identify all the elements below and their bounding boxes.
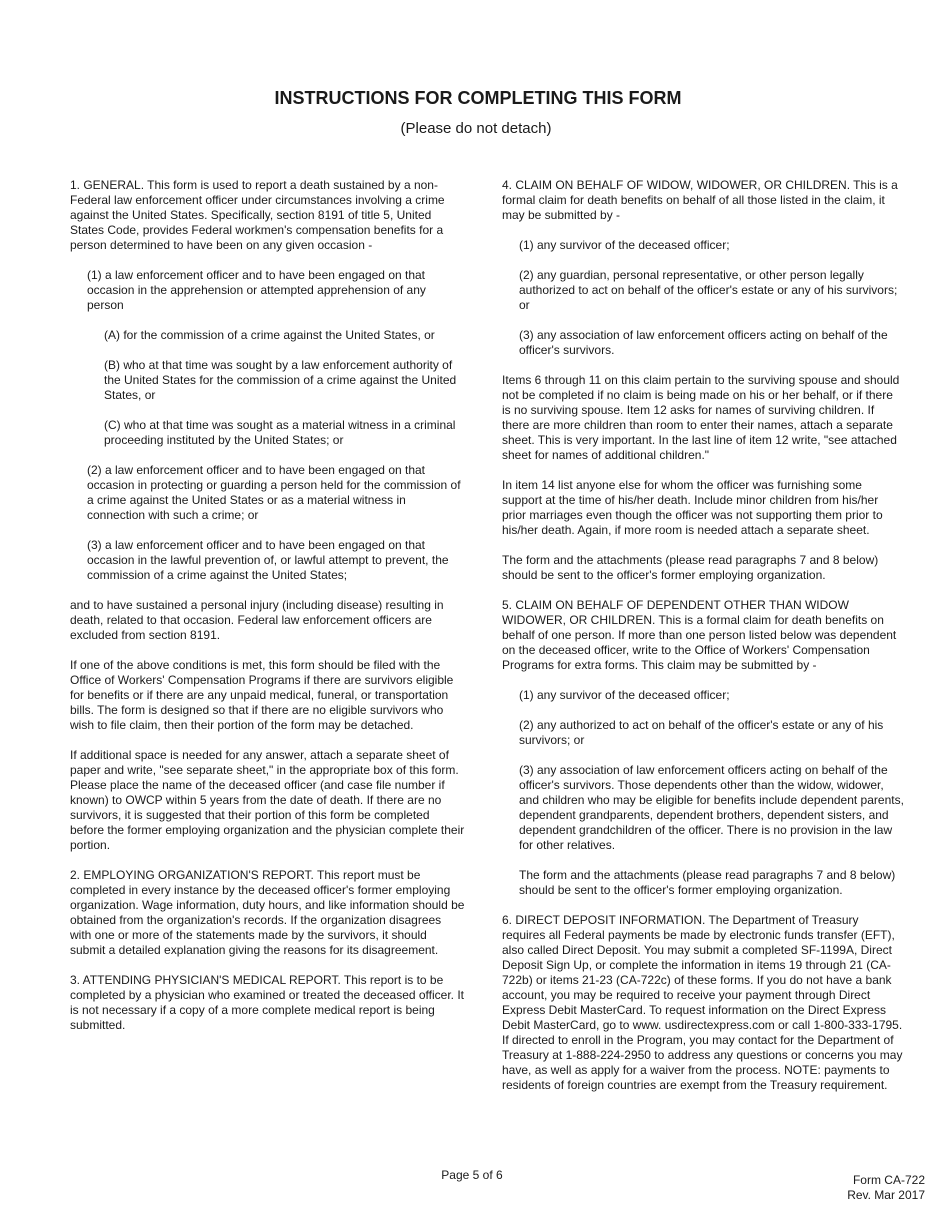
dependent-claimant-1: (1) any survivor of the deceased officer; <box>519 688 730 702</box>
section-claim-widow: 4. CLAIM ON BEHALF OF WIDOW, WIDOWER, OR CHILDREN. This is a formal claim for death benefits on behalf of all those listed in the claim, it may be submitted by - <box>502 178 898 222</box>
item-14-paragraph: In item 14 list anyone else for whom the officer was furnishing some support at the time of his/her death. Include minor children from his/her prior marriages even though the officer was not supporting them prior to his/her death. Again, if more room is needed attach a separate sheet. <box>502 478 883 537</box>
section-employing-organization: 2. EMPLOYING ORGANIZATION'S REPORT. This report must be completed in every instance by the deceased officer's former employing organization. Wage information, duty hours, and like information should be obtained from the organization's records. If the organization disagrees with one or more of the statements made by the survivors, it should submit a detailed explanation giving the reasons for its disagreement. <box>70 868 465 957</box>
condition-1a: (A) for the commission of a crime against the United States, or <box>104 328 435 342</box>
claimant-3: (3) any association of law enforcement officers acting on behalf of the officer's survivors. <box>519 328 888 357</box>
condition-1c: (C) who at that time was sought as a material witness in a criminal proceeding instituted by the United States; or <box>104 418 456 447</box>
section-general: 1. GENERAL. This form is used to report a death sustained by a non-Federal law enforcement officer under circumstances involving a crime against the United States. Specifically, section 8191 of title 5, United States Code, provides Federal workmen's compensation benefits for a person determined to have been on any given occasion - <box>70 178 445 252</box>
additional-space-paragraph: If additional space is needed for any answer, attach a separate sheet of paper and write, "see separate sheet," in the appropriate box of this form. Please place the name of the deceased officer (and case file number if known) to OWCP within 5 years from the date of death. If there are no survivors, it is suggested that their portion of this form be completed before the former employing organization and the physician complete their portion. <box>70 748 465 852</box>
condition-1: (1) a law enforcement officer and to have been engaged on that occasion in the apprehension or attempted apprehension of any person <box>87 268 426 312</box>
page-subtitle: (Please do not detach) <box>400 120 552 137</box>
injury-paragraph: and to have sustained a personal injury (including disease) resulting in death, related to that occasion. Federal law enforcement officers are excluded from section 8191. <box>70 598 444 642</box>
dependent-claimant-2: (2) any authorized to act on behalf of the officer's estate or any of his survivors; or <box>519 718 884 747</box>
form-identifier <box>847 1173 925 1203</box>
claimant-1: (1) any survivor of the deceased officer; <box>519 238 730 252</box>
section-physician-report: 3. ATTENDING PHYSICIAN'S MEDICAL REPORT. This report is to be completed by a physician who examined or treated the deceased officer. It is not necessary if a copy of a more complete medical report is being submitted. <box>70 973 465 1032</box>
condition-1b: (B) who at that time was sought by a law enforcement authority of the United States for the commission of a crime against the United States, or <box>104 358 457 402</box>
condition-3: (3) a law enforcement officer and to have been engaged on that occasion in the lawful prevention of, or lawful attempt to prevent, the commission of a crime against the United States; <box>87 538 449 582</box>
attachments-paragraph-2: The form and the attachments (please read paragraphs 7 and 8 below) should be sent to the officer's former employing organization. <box>519 868 896 897</box>
items-6-11-paragraph: Items 6 through 11 on this claim pertain to the surviving spouse and should not be completed if no claim is being made on his or her behalf, or if there is no surviving spouse. Item 12 asks for names of surviving children. If there are more children than room to enter their names, attach a separate sheet. This is very important. In the last line of item 12 write, "see attached sheet for names of additional children." <box>502 373 900 462</box>
dependent-claimant-3: (3) any association of law enforcement officers acting on behalf of the officer's survivors. Those dependents other than the widow, widower, and children who may be eligible for benefits include dependent parents, dependent grandparents, dependent brothers, dependent sisters, and dependent grandchildren of the officer. There is no provision in the law for other relatives. <box>519 763 904 852</box>
section-claim-dependent: 5. CLAIM ON BEHALF OF DEPENDENT OTHER THAN WIDOW WIDOWER, OR CHILDREN. This is a formal claim for death benefits on behalf of one person. If more than one person listed below was dependent on the deceased officer, write to the Office of Workers' Compensation Programs for extra forms. This claim may be submitted by - <box>502 598 897 672</box>
section-direct-deposit: 6. DIRECT DEPOSIT INFORMATION. The Department of Treasury requires all Federal payments be made by electronic funds transfer (EFT), also called Direct Deposit. You may submit a completed SF-1199A, Direct Deposit Sign Up, or complete the information in items 19 through 21 (CA-722b) or items 21-23 (CA-722c) of these forms. If you do not have a bank account, you may be required to receive your payment through Direct Express Debit MasterCard. To request information on the Direct Express Debit MasterCard, go to www. usdirectexpress.com or call 1-800-333-1795. If directed to enroll in the Program, you may contact for the Department of Treasury at 1-888-224-2950 to address any questions or concerns you may have, as well as apply for a waiver from the process. NOTE: payments to residents of foreign countries are exempt from the Treasury requirement. <box>502 913 903 1092</box>
condition-2: (2) a law enforcement officer and to have been engaged on that occasion in protecting or guarding a person held for the commission of a crime against the United States or as a material witness in connection with such a crime; or <box>87 463 461 522</box>
attachments-paragraph-1: The form and the attachments (please read paragraphs 7 and 8 below) should be sent to the officer's former employing organization. <box>502 553 879 582</box>
form-number: Form CA-722 <box>852 1173 925 1187</box>
form-revision: Rev. Mar 2017 <box>847 1188 925 1202</box>
page-title: INSTRUCTIONS FOR COMPLETING THIS FORM <box>274 88 682 108</box>
left-column <box>70 178 465 1048</box>
right-column <box>502 178 904 1108</box>
claimant-2: (2) any guardian, personal representative, or other person legally authorized to act on behalf of the officer's estate or any of his survivors; or <box>519 268 898 312</box>
page-number: Page 5 of 6 <box>441 1168 503 1182</box>
filing-paragraph: If one of the above conditions is met, this form should be filed with the Office of Workers' Compensation Programs if there are survivors eligible for benefits or if there are any unpaid medical, funeral, or transportation bills. The form is designed so that if there are no eligible survivors who wish to file claim, then their portion of the form may be detached. <box>70 658 454 732</box>
